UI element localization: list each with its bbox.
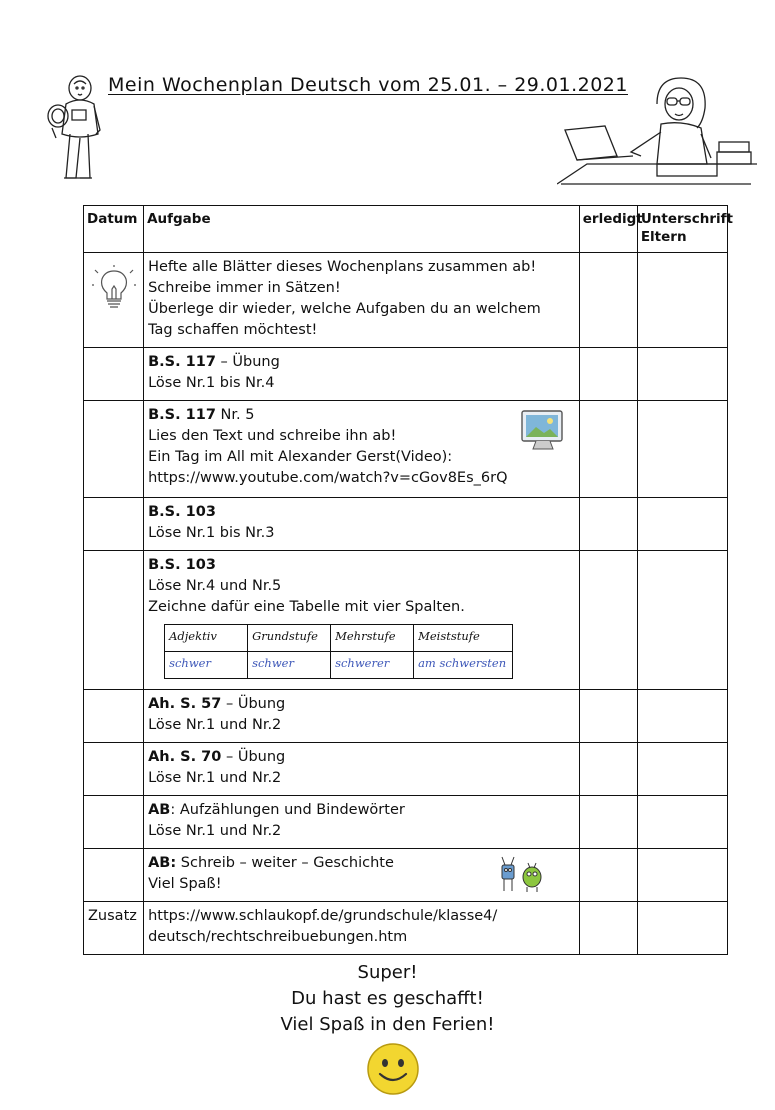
task-cell [144, 690, 580, 743]
footer-line-3: Viel Spaß in den Ferien! [280, 1014, 495, 1035]
table-row [84, 690, 728, 743]
page-title: Mein Wochenplan Deutsch vom 25.01. – 29.01.2021 [108, 74, 628, 96]
example-header-cell: Mehrstufe [331, 625, 414, 652]
task-cell [144, 348, 580, 401]
date-cell [84, 401, 144, 498]
task-line: Löse Nr.4 und Nr.5 [148, 578, 282, 594]
example-value-row [165, 652, 513, 679]
smiley-icon [366, 1042, 420, 1096]
extra-link-continued[interactable]: deutsch/rechtschreibuebungen.htm [148, 929, 408, 945]
parent-signature-cell[interactable] [637, 498, 727, 551]
task-source: B.S. 103 [148, 504, 216, 520]
task-line: Überlege dir wieder, welche Aufgaben du an welchem [148, 301, 541, 317]
task-line: Hefte alle Blätter dieses Wochenplans zusammen ab! [148, 259, 537, 275]
example-value-cell: am schwersten [414, 652, 513, 679]
done-checkbox-cell[interactable] [579, 902, 637, 955]
example-header-cell: Adjektiv [165, 625, 248, 652]
parent-signature-cell[interactable] [637, 690, 727, 743]
column-header-datum: Datum [84, 206, 144, 253]
task-title-rest: – Übung [221, 749, 286, 765]
done-checkbox-cell[interactable] [579, 796, 637, 849]
example-value-cell: schwerer [331, 652, 414, 679]
example-header-cell: Grundstufe [248, 625, 331, 652]
task-line: Ein Tag im All mit Alexander Gerst(Video): [148, 449, 453, 465]
extra-link[interactable]: https://www.schlaukopf.de/grundschule/klasse4/ [148, 908, 498, 924]
date-cell [84, 551, 144, 690]
parent-signature-cell[interactable] [637, 401, 727, 498]
task-cell [144, 796, 580, 849]
date-cell [84, 253, 144, 348]
table-row [84, 796, 728, 849]
astronaut-illustration [44, 70, 110, 190]
video-link[interactable]: https://www.youtube.com/watch?v=cGov8Es_6rQ [148, 470, 508, 486]
done-checkbox-cell[interactable] [579, 253, 637, 348]
done-checkbox-cell[interactable] [579, 498, 637, 551]
task-line: Löse Nr.1 bis Nr.3 [148, 525, 275, 541]
task-source: B.S. 117 [148, 407, 216, 423]
parent-signature-cell[interactable] [637, 796, 727, 849]
task-source: B.S. 117 [148, 354, 216, 370]
task-line: Löse Nr.1 und Nr.2 [148, 823, 282, 839]
weekly-plan-table [83, 205, 733, 955]
task-title-rest: – Übung [215, 354, 280, 370]
table-row [84, 348, 728, 401]
done-checkbox-cell[interactable] [579, 401, 637, 498]
footer-line-1: Super! [357, 962, 418, 983]
table-row [84, 743, 728, 796]
parent-signature-cell[interactable] [637, 849, 727, 902]
task-source: Ah. S. 57 [148, 696, 222, 712]
done-checkbox-cell[interactable] [579, 348, 637, 401]
table-row [84, 253, 728, 348]
task-line: Schreibe immer in Sätzen! [148, 280, 341, 296]
task-cell [144, 743, 580, 796]
task-source: AB [148, 802, 171, 818]
task-line: Löse Nr.1 bis Nr.4 [148, 375, 275, 391]
table-row [84, 498, 728, 551]
parent-signature-cell[interactable] [637, 348, 727, 401]
task-cell [144, 902, 580, 955]
column-header-aufgabe: Aufgabe [144, 206, 580, 253]
column-header-erledigt: erledigt [579, 206, 637, 253]
date-cell [84, 743, 144, 796]
task-line: Lies den Text und schreibe ihn ab! [148, 428, 397, 444]
task-title-rest: – Übung [221, 696, 286, 712]
table-row [84, 849, 728, 902]
parent-signature-cell[interactable] [637, 902, 727, 955]
task-source: AB: [148, 855, 177, 871]
task-line: Löse Nr.1 und Nr.2 [148, 717, 282, 733]
task-line: Löse Nr.1 und Nr.2 [148, 770, 282, 786]
parent-signature-cell[interactable] [637, 551, 727, 690]
task-cell [144, 551, 580, 690]
task-cell [144, 498, 580, 551]
date-cell [84, 849, 144, 902]
table-row [84, 551, 728, 690]
date-cell [84, 796, 144, 849]
parent-signature-cell[interactable] [637, 743, 727, 796]
example-header-row [165, 625, 513, 652]
done-checkbox-cell[interactable] [579, 743, 637, 796]
done-checkbox-cell[interactable] [579, 849, 637, 902]
date-cell [84, 348, 144, 401]
done-checkbox-cell[interactable] [579, 690, 637, 743]
comparison-example-table [164, 624, 513, 679]
footer-line-2: Du hast es geschafft! [291, 988, 484, 1009]
task-cell [144, 253, 580, 348]
task-line: Viel Spaß! [148, 876, 222, 892]
task-source: B.S. 103 [148, 557, 216, 573]
task-title-rest: : Aufzählungen und Bindewörter [170, 802, 405, 818]
lightbulb-icon [92, 265, 136, 315]
task-source: Ah. S. 70 [148, 749, 222, 765]
column-header-unterschrift: Unterschrift Eltern [637, 206, 727, 253]
task-title-rest: Schreib – weiter – Geschichte [176, 855, 394, 871]
done-checkbox-cell[interactable] [579, 551, 637, 690]
monitor-icon [520, 409, 566, 453]
date-cell [84, 498, 144, 551]
table-row [84, 401, 728, 498]
girl-laptop-illustration [557, 74, 757, 188]
date-cell [84, 690, 144, 743]
task-line: Zeichne dafür eine Tabelle mit vier Spalten. [148, 599, 465, 615]
task-cell [144, 401, 580, 498]
date-cell-zusatz: Zusatz [84, 902, 144, 955]
parent-signature-cell[interactable] [637, 253, 727, 348]
example-value-cell: schwer [165, 652, 248, 679]
task-cell [144, 849, 580, 902]
table-row [84, 902, 728, 955]
example-header-cell: Meiststufe [414, 625, 513, 652]
task-line: Tag schaffen möchtest! [148, 322, 318, 338]
table-header-row [84, 206, 728, 253]
robots-icon [496, 855, 546, 895]
task-title-rest: Nr. 5 [215, 407, 255, 423]
example-value-cell: schwer [248, 652, 331, 679]
